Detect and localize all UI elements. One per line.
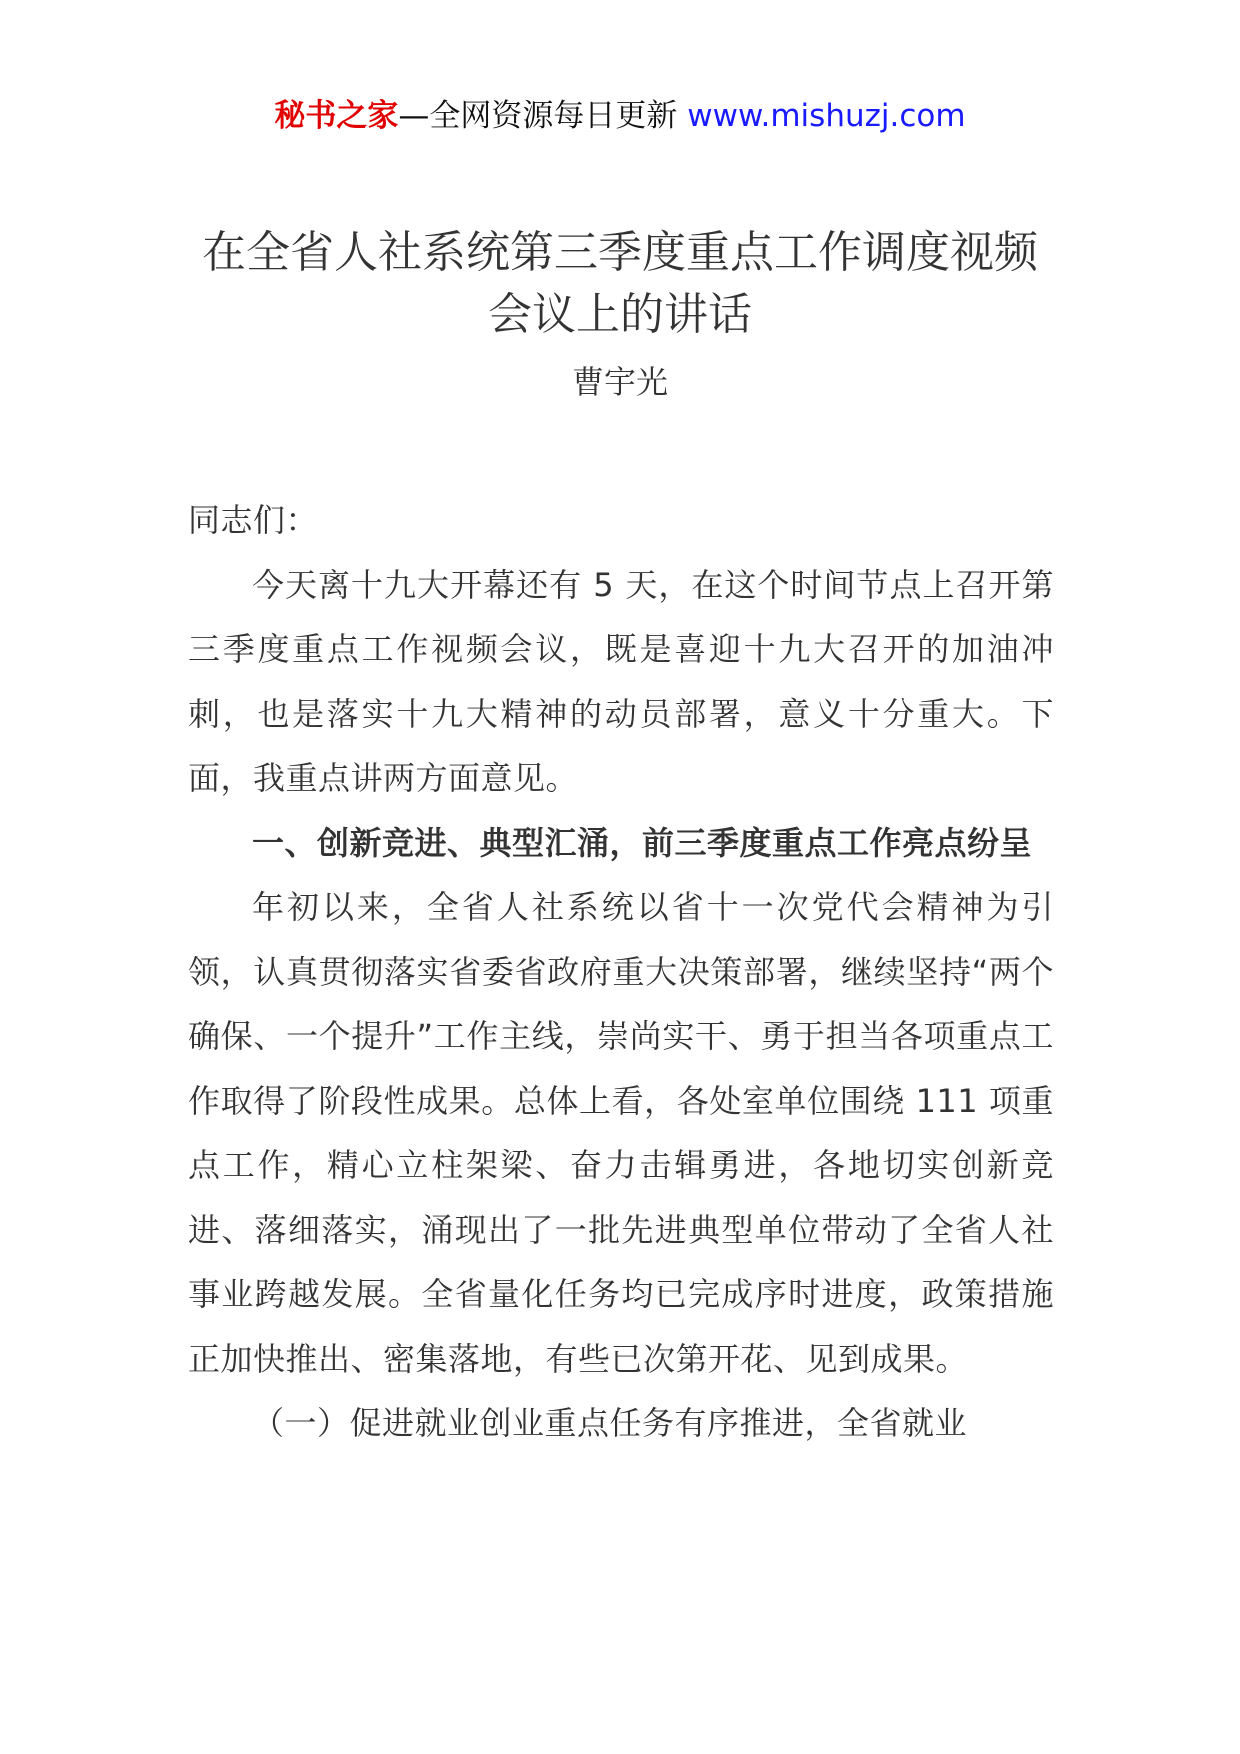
subsection-heading-1: （一）促进就业创业重点任务有序推进，全省就业 <box>252 1404 968 1442</box>
document-title: 在全省人社系统第三季度重点工作调度视频会议上的讲话 <box>202 227 1038 340</box>
salutation: 同志们： <box>188 501 319 539</box>
site-header <box>0 96 1240 136</box>
document-author: 曹宇光 <box>571 363 668 401</box>
site-tagline: —全网资源每日更新 <box>398 98 688 134</box>
document-body <box>188 488 1054 1456</box>
section-heading-1: 一、创新竞进、典型汇涌，前三季度重点工作亮点纷呈 <box>252 823 1033 862</box>
paragraph-summary: 年初以来，全省人社系统以省十一次党代会精神为引领，认真贯彻落实省委省政府重大决策部署，继续坚持“两个确保、一个提升”工作主线，崇尚实干、勇于担当各项重点工作取得了阶段性成果。总体上看，各处室单位围绕 111 项重点工作，精心立柱架梁、奋力击辑勇进，各地切实创新竞进、落细落实，涌现出了一批先进典型单位带动了全省人社事业跨越发展。全省量化任务均已完成序时进度，政策措施正加快推出、密集落地，有些已次第开花、见到成果。 <box>188 888 1054 1378</box>
site-name: 秘书之家 <box>274 98 399 134</box>
site-url-link[interactable]: www.mishuzj.com <box>687 98 966 134</box>
paragraph-intro: 今天离十九大开幕还有 5 天，在这个时间节点上召开第三季度重点工作视频会议，既是喜迎十九大召开的加油冲刺，也是落实十九大精神的动员部署，意义十分重大。下面，我重点讲两方面意见。 <box>188 565 1054 797</box>
